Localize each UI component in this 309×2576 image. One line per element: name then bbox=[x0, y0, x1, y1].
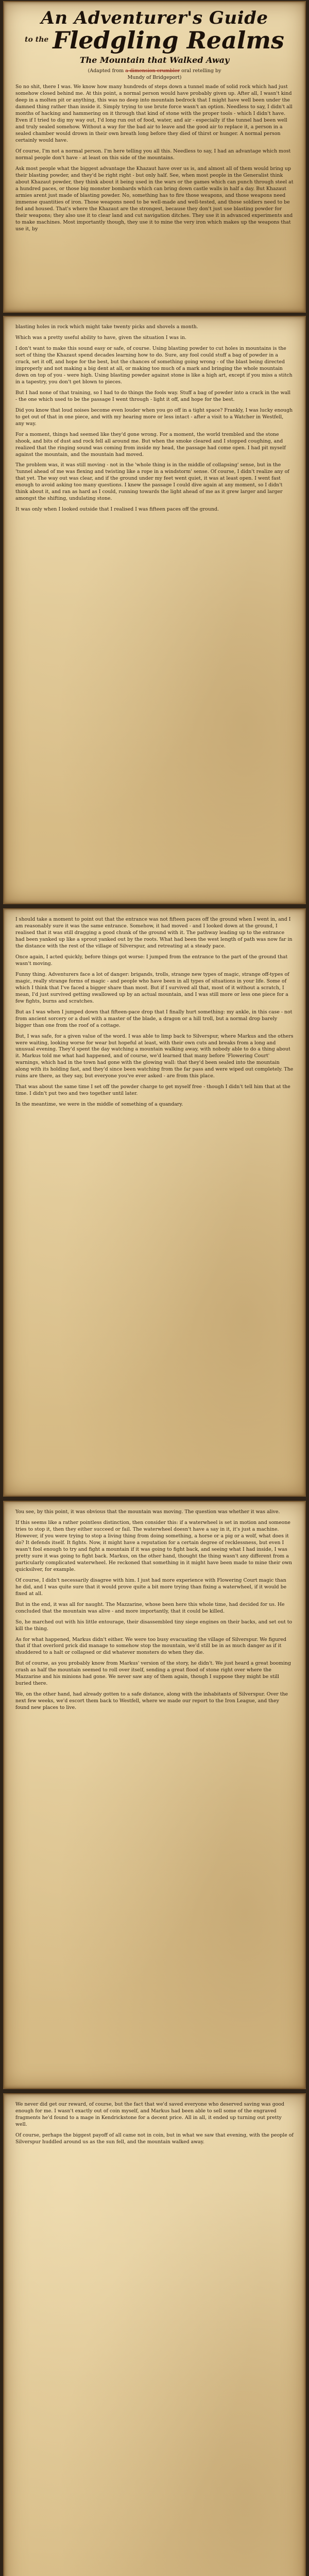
paragraph: So no shit, there I was. We know how many hundreds of steps down a tunnel made of solid rock which had just somehow closed behind me. At this point, a normal person would have probably given up. After all, I wasn't kind deep in a molten pit or anything, this was no deep into mountain bedrock that I might have well been under the damned thing rather than inside it. Simply trying to use brute force wasn't an option. Needless to say, I didn't all months of hacking and hammering on it through that kind of stone with the proper tools - which I didn't have. Even if I tried to dig my way out, I'd long run out of food, water, and air - especially if the tunnel had been well and truly sealed somehow. Without a way for the bad air to leave and the good air to replace it, a person in a sealed chamber would drown in their own breath long before they died of thirst or hunger. A normal person certainly would have. bbox=[15, 84, 293, 144]
page-panel-2 bbox=[3, 316, 306, 904]
title-line-2-row bbox=[15, 28, 294, 53]
paragraph: So, he marched out with his little entourage, their disassembled tiny siege engines on their backs, and set out to kill the thing. bbox=[15, 1619, 293, 1632]
title-line-2: Fledgling Realms bbox=[53, 26, 284, 54]
title-line-1: An Adventurer's Guide bbox=[41, 8, 268, 28]
paragraph: As for what happened, Markus didn't either. We were too busy evacuating the village of Silverspur. We figured that if that overlord prick did manage to somehow stop the mountain, we'd still be in as much danger as if it shuddered to a halt or collapsed or did whatever monsters do when they die. bbox=[15, 1636, 286, 1656]
adapted-suffix: oral retelling by bbox=[181, 68, 221, 74]
paragraph: Once again, I acted quickly, before things got worse: I jumped from the entrance to the part of the ground that wasn't moving. bbox=[15, 954, 288, 967]
paragraph: We, on the other hand, had already gotten to a safe distance, along with the inhabitants of Silverspur. Over the next few weeks, we'd escort them back to Westfell, where we made our report to the Iron League, and they found new places to live. bbox=[15, 1691, 288, 1711]
paragraph: I should take a moment to point out that the entrance was not fifteen paces off the ground when I went in, and I am reasonably sure it was the same entrance. Somehow, it had moved - and I looked down at the ground, I realised that it was still dragging a good chunk of the ground with it. The pathway leading up to the entrance had been yanked up like a sprout yanked out by the roots. What had been the west length of path was now far in the distance with the rest of the village of Silverspur, and retreating at a steady pace. bbox=[15, 917, 293, 949]
paragraph: If this seems like a rather pointless distinction, then consider this: if a waterwheel is set in motion and someone tries to stop it, then they either succeed or fail. The waterwheel doesn't have a say in it, it's just a machine. However, if you were trying to stop a living thing from doing something, a horse or a pig or a wolf, what does it do? It defends itself. It fights. Now, it might have a reputation for a certain degree of recklessness, but even I wasn't fool enough to try and fight a mountain if it was going to fight back, and seeing what I had inside, I was pretty sure it was going to fight back. Markus, on the other hand, thought the thing wasn't any different from a particularly complicated waterwheel. He reckoned that something in it might have been made to mine their own quicksilver, for example. bbox=[15, 1519, 293, 1572]
paragraph: Of course, perhaps the biggest payoff of all came not in coin, but in what we saw that evening, with the people of Silverspur huddled around us as the sun fell, and the mountain walked away. bbox=[15, 2132, 294, 2145]
paragraph: But of course, as you probably know from Markus' version of the story, he didn't. We just heard a great booming crash as half the mountain seemed to roll over itself, sending a great flood of stone right over where the Mazzarine and his minions had gone. We never saw any of them again, though I suppose they might be still buried there. bbox=[15, 1660, 291, 1687]
paragraph: You see, by this point, it was obvious that the mountain was moving. The question was whether it was alive. bbox=[15, 1509, 280, 1515]
adapted-prefix: (Adapted from bbox=[88, 68, 124, 74]
page-panel-3 bbox=[3, 908, 306, 1497]
panel-body bbox=[15, 324, 294, 513]
paragraph: It was only when I looked outside that I realised I was fifteen paces off the ground. bbox=[15, 506, 219, 513]
panel-body bbox=[15, 917, 294, 1108]
paragraph: But as I was when I jumped down that fifteen-pace drop that I finally hurt something: my ankle, in this case - not from ancient sorcery or a duel with a master of the blade, a dragon or a hill troll, but a normal drop barely bigger than one from the roof of a cottage. bbox=[15, 1009, 293, 1028]
paragraph: Of course, I didn't necessarily disagree with him. I just had more experience with Flowering Court magic than he did, and I was quite sure that it would prove quite a bit more trying than fixing a waterwheel, if it would be fixed at all. bbox=[15, 1577, 287, 1597]
paragraph: But I had none of that training, so I had to do things the fools way. Stuff a bag of powder into a crack in the wall - the one which used to be the passage I went through - light it off, and hope for the best. bbox=[15, 389, 291, 402]
paragraph: But, I was safe, for a given value of the word. I was able to limp back to Silverspur, where Markus and the others were waiting, looking worse for wear but hopeful at least, with their own cuts and breaks from a long and unusual evening. They'd spent the day watching a mountain walking away, with nobody able to do a thing about it. Markus told me what had happened, and of course, we'd learned that many before 'Flowering Court' warnings, which had in the town had gone with the glowing wall: that they'd been sealed into the mountain along with its holding fast, and they'd since been watching from the far pass and were wiped out completely. The ruins are there, as they say, but everyone you've ever asked - are from this place. bbox=[15, 1033, 294, 1079]
title-to: to the bbox=[25, 36, 49, 44]
adapted-struck: a dimension-crumbler bbox=[125, 68, 180, 74]
paragraph: The problem was, it was still moving - not in the 'whole thing is in the middle of collapsing' sense, but in the 'tunnel ahead of me was flexing and twisting like a rope in a windstorm' sense. Of course, I didn't realize any of that yet. The way out was clear, and if the ground under my feet went quiet, it was at least open. I went fast enough to avoid asking too many questions. I knew the passage I could dive again at any moment, so I didn't think about it, and ran as hard as I could, running towards the light ahead of me as it grew larger and larger amongst the shifting, undulating stone. bbox=[15, 462, 289, 502]
paragraph: Funny thing. Adventurers face a lot of danger: brigands, trolls, strange new types of magic, strange off-types of magic, really strange forms of magic - and people who have been in all types of situations in your life. Some of which I think that I've faced a bigger share than most. But if I survived all that, most of it without a scratch, I mean, I'd just survived getting swallowed up by an actual mountain, and I was still more or less one piece for a few fights, burns and scratches. bbox=[15, 971, 289, 1004]
paragraph: Did you know that loud noises become even louder when you go off in a tight space? Frankly, I was lucky enough to get out of that in one piece, and with my hearing more or less intact - after a visit to a Watcher in Westfell, any way. bbox=[15, 407, 293, 427]
page-panel-4 bbox=[3, 1501, 306, 2089]
paragraph: Ask most people what the biggest advantage the Khazaut have over us is, and almost all of them would bring up their blasting powder, and they'd be right right - but only half. See, when most people in the Generalist think about Khazaut powder, they think about it being used in the wars or the games which can punch through steel at a hundred paces, or those big monster bombards which can bring down castle walls in half a day. But Khazaut armies arent just made of blasting powder. No, something has to fire those weapons, and those weapons need immense quantities of iron. Those weapons need to be well-made and well-tested, and those soldiers need to be fed and housed. That's where the Khazaut are the strongest, because they don't just use blasting powder for their weapons; they also use it to clear land and cut navigation ditches. They use it in advanced experiments and to make machines. Most importantly though, they use it to mine the very iron which makes up the weapons that use it, by bbox=[15, 165, 294, 232]
title-block bbox=[15, 9, 294, 81]
paragraph: Of course, I'm not a normal person. I'm here telling you all this. Needless to say, I had an advantage which most normal people don't have - at least on this side of the mountains. bbox=[15, 148, 291, 161]
paragraph: Which was a pretty useful ability to have, given the situation I was in. bbox=[15, 334, 187, 341]
page-panel-5 bbox=[3, 2093, 306, 2576]
panel-body bbox=[15, 84, 294, 232]
paragraph: blasting holes in rock which might take twenty picks and shovels a month. bbox=[15, 324, 198, 330]
paragraph: I don't want to make this sound easy or safe, of course. Using blasting powder to cut holes in mountains is the sort of thing the Khazaut spend decades learning how to do. Sure, any fool could stuff a bag of powder in a crack, set it off, and hope for the best, but the chances of something going wrong - of the blast being directed improperly and not making a big dent at all, or making too much of a mark and bringing the whole mountain down on top of you - were high. Using blasting powder against stone is like a high art, except if you miss a stitch in a tapestry, you don't get blown to pieces. bbox=[15, 345, 293, 385]
adapted-credit bbox=[15, 67, 294, 81]
paragraph: We never did get our reward, of course, but the fact that we'd saved everyone who deserved saving was good enough for me. I wasn't exactly out of coin myself, and Markus had been able to sell some of the engraved fragments he'd found to a mage in Kendrickstone for a decent price. All in all, it ended up turning out pretty well. bbox=[15, 2102, 284, 2127]
panel-body bbox=[15, 1509, 294, 1711]
paragraph: But in the end, it was all for naught. The Mazzarine, whose been here this whole time, had decided for us. He concluded that the mountain was alive - and more importantly, that it could be killed. bbox=[15, 1601, 285, 1614]
paragraph: For a moment, things had seemed like they'd gone wrong. For a moment, the world trembled and the stone shook, and bits of dust and rock fell all around me. But when the smoke cleared and I stopped coughing, and realized that the ringing sound was coming from inside my head, the passage had come open. I had pit myself against the mountain, and the mountain had moved. bbox=[15, 431, 286, 457]
subtitle: The Mountain that Walked Away bbox=[79, 55, 230, 65]
adapted-author: Mundy of Bridgeport) bbox=[127, 75, 182, 81]
paragraph: That was about the same time I set off the powder charge to get myself free - though I didn't tell him that at the time. I didn't put two and two together until later. bbox=[15, 1084, 290, 1097]
paragraph: In the meantime, we were in the middle of something of a quandary. bbox=[15, 1101, 183, 1108]
panel-body bbox=[15, 2102, 294, 2146]
page-panel-1 bbox=[3, 1, 306, 313]
